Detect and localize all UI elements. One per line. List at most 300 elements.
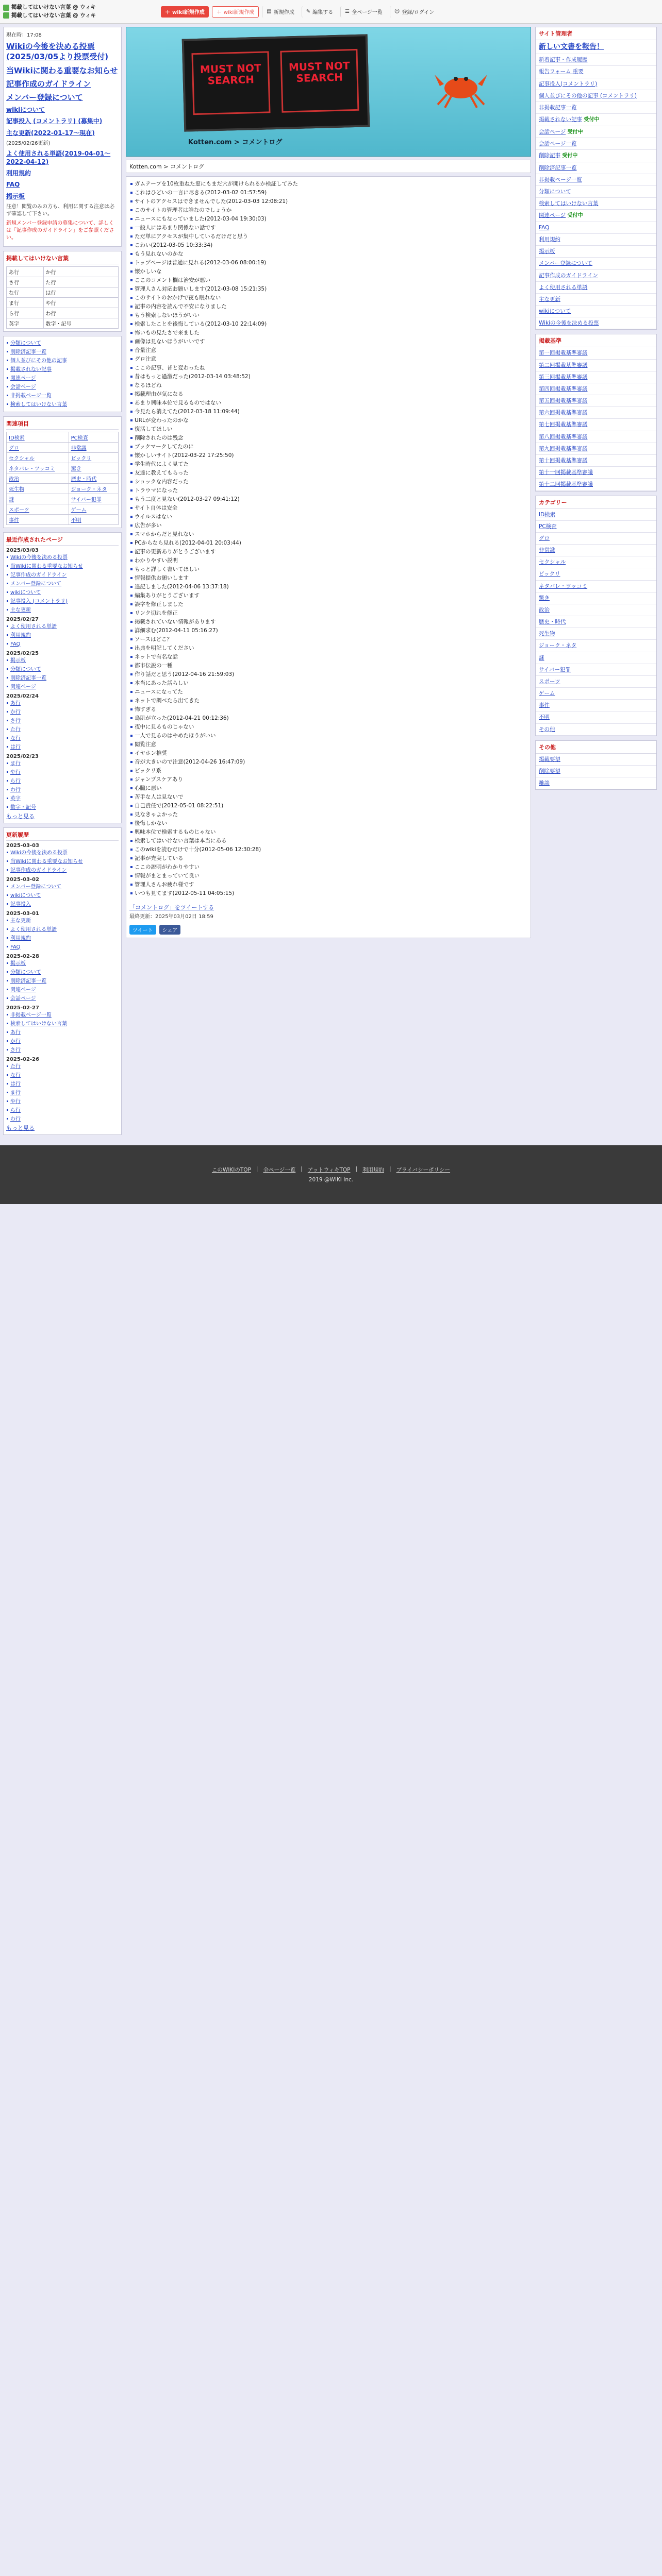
admin-list-item — [536, 162, 656, 174]
index-cell[interactable]: 英字 — [7, 318, 44, 328]
related-link[interactable]: 政治 — [9, 476, 19, 482]
related-link[interactable]: ビックリ — [71, 455, 92, 462]
related-link[interactable]: サイバー犯罪 — [71, 497, 102, 503]
category-right-link[interactable]: セクシャル — [539, 559, 566, 566]
other-item — [536, 754, 656, 766]
related-cell[interactable] — [69, 504, 118, 514]
category-right-link[interactable]: 謎 — [539, 654, 544, 661]
updated-page-link[interactable]: ら行 — [10, 1107, 21, 1113]
admin-list-item — [536, 126, 656, 139]
comment-item: ウイルスはない — [129, 513, 527, 521]
related-cell[interactable] — [7, 432, 69, 442]
list-icon: ☰ — [345, 9, 350, 14]
tweet-button[interactable]: ツイート — [129, 925, 156, 935]
recent-page-link[interactable]: さ行 — [10, 718, 21, 724]
criteria-link[interactable]: 第十一回掲載基準審議 — [539, 469, 593, 476]
related-cell[interactable] — [69, 494, 118, 504]
recent-page-link[interactable]: 関連ページ — [10, 684, 36, 690]
comment-item: このサイトのおかげで夜も眠れない — [129, 294, 527, 302]
status-badge: 受付中 — [567, 213, 583, 219]
recent-page-link[interactable]: や行 — [10, 769, 21, 775]
recent-page-link[interactable]: 記事作成のガイドライン — [10, 572, 67, 578]
recent-page-link[interactable]: た行 — [10, 726, 21, 733]
related-link[interactable]: 事件 — [9, 517, 19, 523]
admin-list-link[interactable]: 新着記事・作成履歴 — [539, 57, 588, 63]
related-cell[interactable] — [7, 514, 69, 524]
menu-submit-link[interactable]: 記事投入 (コメントラリ) (募集中) — [6, 117, 103, 125]
related-link[interactable]: セクシャル — [9, 455, 35, 462]
other-link[interactable]: 削除要望 — [539, 768, 560, 774]
category-right-link[interactable]: 事件 — [539, 702, 550, 709]
updated-page-link[interactable]: 当Wikiに関わる重要なお知らせ — [10, 858, 83, 865]
updated-page-link[interactable]: 検索してはいけない言葉 — [10, 1021, 67, 1027]
related-link[interactable]: スポーツ — [9, 507, 29, 513]
criteria-item — [536, 455, 656, 467]
category-right-link[interactable]: 歴史・時代 — [539, 619, 566, 625]
comment-item: 復活してほしい — [129, 425, 527, 434]
related-link[interactable]: グロ — [9, 445, 19, 451]
admin-list-link[interactable]: 会話ページ — [539, 128, 566, 135]
criteria-item — [536, 479, 656, 490]
index-cell[interactable]: わ行 — [43, 308, 119, 318]
admin-list-item — [536, 78, 656, 90]
index-cell[interactable]: さ行 — [7, 277, 44, 287]
index-box — [3, 251, 122, 332]
index-cell[interactable]: な行 — [7, 287, 44, 297]
related-cell[interactable] — [7, 494, 69, 504]
updated-page-link[interactable]: さ行 — [10, 1047, 21, 1053]
related-row — [7, 504, 119, 514]
admin-list-link[interactable]: Wikiの今後を決める投票 — [539, 320, 599, 327]
admin-list-link[interactable]: よく使用される単語 — [539, 284, 588, 291]
category-right-link[interactable]: 非常識 — [539, 547, 555, 554]
other-title: その他 — [536, 741, 656, 754]
recent-page-link[interactable]: ら行 — [10, 778, 21, 784]
updated-page-link[interactable]: Wikiの今後を決める投票 — [10, 850, 68, 856]
menu-updates-link[interactable]: 主な更新(2022-01-17〜現在) — [6, 129, 95, 137]
updated-page-link[interactable]: 削除済記事一覧 — [10, 978, 46, 984]
related-cell[interactable] — [7, 483, 69, 494]
index-cell[interactable]: た行 — [43, 277, 119, 287]
comment-item: イヤホン推奨 — [129, 749, 527, 758]
related-row — [7, 452, 119, 463]
criteria-link[interactable]: 第八回掲載基準審議 — [539, 433, 588, 440]
updated-page-link[interactable]: よく使用される単語 — [10, 926, 57, 933]
comment-item: 一般人にはあまり関係ない話です — [129, 224, 527, 232]
list-item — [6, 1020, 119, 1028]
menu-words-link[interactable]: よく使用される単語(2019-04-01〜2022-04-12) — [6, 149, 111, 165]
footer-link[interactable]: 利用規約 — [362, 1167, 385, 1174]
criteria-item — [536, 419, 656, 431]
recent-page-link[interactable]: 主な更新 — [10, 607, 31, 613]
list-item — [6, 725, 119, 734]
comment-item: このサイトの管理者は誰なのでしょうか — [129, 206, 527, 215]
category-link[interactable]: 個人並びにその他の記事 — [10, 358, 67, 364]
criteria-link[interactable]: 第四回掲載基準審議 — [539, 385, 588, 392]
related-cell[interactable] — [7, 473, 69, 483]
comment-item: 懐かしいサイト(2012-03-22 17:25:50) — [129, 451, 527, 460]
related-cell[interactable] — [7, 463, 69, 473]
criteria-link[interactable]: 第一回掲載基準審議 — [539, 350, 588, 357]
criteria-link[interactable]: 第三回掲載基準審議 — [539, 374, 588, 380]
main-menu-box — [3, 27, 122, 247]
site-logo[interactable] — [3, 4, 158, 19]
list-item — [6, 597, 119, 606]
criteria-link[interactable]: 第六回掲載基準審議 — [539, 410, 588, 416]
comment-item: 管理人さんお疲れ様です — [129, 880, 527, 889]
admin-list-link[interactable]: 掲載されない記事 — [539, 116, 582, 123]
category-right-link[interactable]: ビックリ — [539, 571, 560, 578]
recent-page-link[interactable]: 分類について — [10, 666, 41, 672]
related-cell[interactable] — [69, 463, 118, 473]
related-cell[interactable] — [69, 483, 118, 494]
category-link[interactable]: 非掲載ページ一覧 — [10, 393, 52, 399]
criteria-title: 掲載基準 — [536, 334, 656, 347]
admin-list-link[interactable]: メンバー登録について — [539, 260, 593, 267]
list-item — [6, 857, 119, 866]
list-item — [6, 994, 119, 1003]
category-right-link[interactable]: ゲーム — [539, 690, 555, 697]
comment-item: 詳細求む(2012-04-11 05:16:27) — [129, 626, 527, 635]
category-link[interactable]: 掲載されない記事 — [10, 366, 52, 372]
category-right-link[interactable]: 不明 — [539, 714, 550, 721]
category-right-item — [536, 545, 656, 556]
footer-separator: | — [355, 1166, 358, 1173]
updated-page-link[interactable]: 非掲載ページ一覧 — [10, 1012, 52, 1018]
admin-list-link[interactable]: 会話ページ一覧 — [539, 141, 577, 147]
updated-list — [6, 843, 119, 1124]
criteria-link[interactable]: 第十回掲載基準審議 — [539, 457, 588, 464]
admin-list-link[interactable]: FAQ — [539, 224, 550, 231]
wiki-create-outline-button[interactable]: ＋ wiki新規作成 — [212, 6, 259, 18]
comment-item: URLが変わったのかな — [129, 416, 527, 425]
index-cell[interactable]: や行 — [43, 297, 119, 308]
admin-list-item — [536, 306, 656, 317]
menu-about-link[interactable]: wikiについて — [6, 106, 45, 114]
other-link[interactable]: 雑談 — [539, 780, 550, 787]
updates-date: (2025/02/26更新) — [6, 140, 51, 146]
menu-member-link[interactable]: メンバー登録について — [6, 93, 83, 102]
admin-list-link[interactable]: 非掲載ページ一覧 — [539, 176, 582, 183]
updated-page-link[interactable]: あ行 — [10, 1029, 21, 1036]
recent-page-link[interactable]: Wikiの今後を決める投票 — [10, 554, 68, 561]
related-link[interactable]: PC検査 — [71, 435, 88, 441]
menu-faq-link[interactable]: FAQ — [6, 181, 20, 189]
date-heading: 2025-03-01 — [6, 910, 39, 917]
recent-page-link[interactable]: な行 — [10, 735, 21, 741]
footer-links — [212, 1166, 450, 1174]
category-right-item — [536, 664, 656, 676]
updated-page-link[interactable]: wikiについて — [10, 892, 41, 899]
related-link[interactable]: ゲーム — [71, 507, 87, 513]
admin-list-link[interactable]: 検索してはいけない言葉 — [539, 200, 599, 207]
recent-page-link[interactable]: 利用規約 — [10, 632, 31, 638]
related-cell[interactable] — [7, 452, 69, 463]
comment-item: ネットで有名な話 — [129, 653, 527, 662]
comment-item: サイト自体は安全 — [129, 504, 527, 513]
category-right-link[interactable]: ネタバレ・ツッコミ — [539, 583, 588, 589]
comment-item: ショックな内容だった — [129, 478, 527, 486]
related-section — [129, 903, 527, 935]
all-pages-button[interactable]: ☰ 全ページ一覧 — [340, 6, 387, 18]
footer-link[interactable]: 全ページ一覧 — [263, 1167, 296, 1174]
admin-list-item — [536, 282, 656, 294]
index-cell[interactable]: か行 — [43, 266, 119, 277]
index-row — [7, 266, 119, 277]
login-button[interactable]: ☺ 登録/ログイン — [390, 6, 438, 18]
criteria-link[interactable]: 第七回掲載基準審議 — [539, 421, 588, 428]
related-cell[interactable] — [69, 452, 118, 463]
admin-list-link[interactable]: 関連ページ — [539, 212, 566, 219]
admin-list-link[interactable]: 削除済記事一覧 — [539, 164, 577, 171]
category-right-item — [536, 688, 656, 700]
footer-link[interactable]: アットウィキTOP — [307, 1167, 351, 1174]
criteria-link[interactable]: 第十二回掲載基準審議 — [539, 481, 593, 488]
updated-page-link[interactable]: 主な更新 — [10, 918, 31, 924]
related-link[interactable]: 不明 — [71, 517, 81, 523]
updated-page-link[interactable]: ま行 — [10, 1090, 21, 1096]
admin-list-item — [536, 174, 656, 186]
related-cell[interactable] — [69, 442, 118, 452]
other-link[interactable]: 掲載要望 — [539, 756, 560, 762]
related-link[interactable]: ネタバレ・ツッコミ — [9, 466, 55, 472]
index-row — [7, 297, 119, 308]
wiki-create-button[interactable]: ＋ wiki新規作成 — [161, 6, 209, 18]
recent-page-link[interactable]: 数字・記号 — [10, 804, 36, 810]
menu-terms-link[interactable]: 利用規約 — [6, 170, 31, 177]
category-right-title: カテゴリー — [536, 496, 656, 509]
admin-list-link[interactable]: 削除記事 — [539, 152, 560, 159]
updated-page-link[interactable]: か行 — [10, 1038, 21, 1044]
date-heading: 2025/02/24 — [6, 693, 39, 699]
admin-list-link[interactable]: 非掲載記事一覧 — [539, 104, 577, 111]
admin-list-item — [536, 90, 656, 102]
comment-item: 誤字を修正しました — [129, 600, 527, 609]
criteria-link[interactable]: 第九回掲載基準審議 — [539, 445, 588, 452]
comment-item: 後悔しかない — [129, 819, 527, 828]
list-item — [6, 606, 119, 615]
category-right-link[interactable]: スポーツ — [539, 678, 560, 685]
current-time: 現在時：17:08 — [6, 32, 42, 38]
updated-page-link[interactable]: 掲示板 — [10, 960, 26, 967]
updated-page-link[interactable]: 記事投入 — [10, 901, 31, 907]
related-row — [7, 473, 119, 483]
pencil-icon: ✎ — [306, 9, 311, 14]
comment-item: ジャンプスケアあり — [129, 775, 527, 784]
related-cell[interactable] — [69, 473, 118, 483]
index-row — [7, 318, 119, 328]
comment-item: ここの記事、昔と変わったね — [129, 364, 527, 372]
share-button[interactable]: シェア — [159, 925, 181, 935]
updated-page-link[interactable]: 記事作成のガイドライン — [10, 867, 67, 873]
index-cell[interactable]: は行 — [43, 287, 119, 297]
updated-page-link[interactable]: 関連ページ — [10, 987, 36, 993]
category-link[interactable]: 分類について — [10, 340, 41, 346]
recent-more-link[interactable]: もっと見る — [6, 812, 35, 820]
edit-button[interactable]: ✎ 編集する — [302, 6, 337, 18]
list-item — [6, 1071, 119, 1080]
admin-list-link[interactable]: 掲示板 — [539, 248, 555, 255]
recent-page-link[interactable]: FAQ — [10, 641, 21, 647]
updated-page-link[interactable]: 利用規約 — [10, 935, 31, 941]
list-item — [6, 1089, 119, 1097]
category-right-link[interactable]: その他 — [539, 726, 555, 733]
related-link[interactable]: ジョーク・ネタ — [71, 486, 107, 493]
related-link[interactable]: 驚き — [71, 466, 81, 472]
admin-list-link[interactable]: 記事投入(コメントラリ) — [539, 80, 598, 87]
menu-vote-link[interactable]: Wikiの今後を決める投票 (2025/03/05より投票受付) — [6, 42, 109, 62]
list-item — [6, 917, 119, 925]
comment-item: トラウマになった — [129, 486, 527, 495]
comment-item: PCからなら見れる(2012-04-01 20:03:44) — [129, 539, 527, 548]
recent-page-link[interactable]: 記事投入 (コメントラリ) — [10, 598, 68, 604]
notice-text-2: 新規メンバー登録申請の募集について、詳しくは「記事作成のガイドライン」をご参照ください。 — [6, 220, 114, 241]
category-item — [6, 357, 119, 365]
category-right-link[interactable]: グロ — [539, 535, 550, 541]
admin-list-link[interactable]: 分類について — [539, 189, 571, 195]
copyright: 2019 @WIKI Inc. — [308, 1177, 354, 1183]
banner-board-image — [182, 34, 370, 131]
index-row — [7, 287, 119, 297]
criteria-box — [535, 334, 657, 491]
admin-list-link[interactable]: 個人並びにその他の記事 (コメントラリ) — [539, 92, 637, 99]
recent-page-link[interactable]: wikiについて — [10, 589, 41, 596]
admin-list-item — [536, 186, 656, 198]
category-list — [6, 339, 119, 409]
category-right-link[interactable]: ジョーク・ネタ — [539, 642, 577, 649]
updated-page-link[interactable]: 分類について — [10, 969, 41, 975]
category-right-link[interactable]: サイバー犯罪 — [539, 666, 571, 673]
comment-item: もう二度と見ない(2012-03-27 09:41:12) — [129, 495, 527, 504]
comment-item: もう見れないのかな — [129, 250, 527, 259]
recent-page-link[interactable]: 掲示板 — [10, 657, 26, 664]
recent-page-link[interactable]: わ行 — [10, 787, 21, 793]
menu-guideline-link[interactable]: 記事作成のガイドライン — [6, 79, 91, 89]
admin-list-item — [536, 317, 656, 329]
recent-page-link[interactable]: か行 — [10, 709, 21, 715]
footer-link[interactable]: プライバシーポリシー — [396, 1167, 451, 1174]
criteria-item — [536, 347, 656, 359]
updated-page-link[interactable]: メンバー登録について — [10, 884, 62, 890]
list-item — [6, 622, 119, 631]
comment-item: 鳥肌が立った(2012-04-21 00:12:36) — [129, 714, 527, 723]
admin-list-link[interactable]: wikiについて — [539, 308, 571, 315]
category-right-link[interactable]: 政治 — [539, 606, 550, 613]
category-right-box — [535, 496, 657, 736]
list-item — [6, 1011, 119, 1020]
admin-list-link[interactable]: 記事作成のガイドライン — [539, 272, 598, 279]
admin-title: サイト管理者 — [536, 27, 656, 40]
comment-item: サイトのアクセスはできませんでした(2012-03-03 12:08:21) — [129, 197, 527, 206]
admin-list-item — [536, 40, 656, 54]
related-link[interactable]: 非常識 — [71, 445, 87, 451]
menu-notice-link[interactable]: 当Wikiに関わる重要なお知らせ — [6, 65, 118, 75]
admin-box — [535, 27, 657, 330]
updated-page-link[interactable]: な行 — [10, 1072, 21, 1078]
updated-page-link[interactable]: は行 — [10, 1081, 21, 1087]
related-link[interactable]: 歴史・時代 — [71, 476, 97, 482]
recent-page-link[interactable]: ま行 — [10, 760, 21, 767]
list-item — [6, 1106, 119, 1115]
admin-list-link[interactable]: 利用規約 — [539, 236, 560, 243]
category-link[interactable]: 関連ページ — [10, 375, 36, 381]
menu-bbs-link[interactable]: 掲示板 — [6, 192, 25, 200]
category-right-link[interactable]: 驚き — [539, 595, 550, 601]
recent-page-link[interactable]: メンバー登録について — [10, 581, 62, 587]
index-cell[interactable]: ま行 — [7, 297, 44, 308]
index-cell[interactable]: あ行 — [7, 266, 44, 277]
comment-item: 音が大きいので注意(2012-04-26 16:47:09) — [129, 758, 527, 767]
new-page-button[interactable]: ▤ 新規作成 — [262, 6, 298, 18]
comment-item: もう検索しないほうがいい — [129, 311, 527, 320]
admin-list-link[interactable]: 新しい文書を報告！ — [539, 43, 604, 51]
updated-page-link[interactable]: 会話ページ — [10, 995, 36, 1002]
updated-more-link[interactable]: もっと見る — [6, 1124, 35, 1131]
footer-separator: | — [301, 1166, 303, 1173]
footer — [0, 1145, 662, 1204]
related-cell[interactable] — [69, 432, 118, 442]
list-item — [6, 768, 119, 777]
updated-page-link[interactable]: FAQ — [10, 944, 21, 950]
comment-item: ネットで調べたら出てきた — [129, 697, 527, 705]
related-link[interactable]: 謎 — [9, 497, 14, 503]
list-item — [6, 656, 119, 665]
index-cell[interactable]: 数字・記号 — [43, 318, 119, 328]
social-buttons — [129, 925, 527, 935]
admin-list-item — [536, 102, 656, 114]
list-item — [6, 631, 119, 640]
category-link[interactable]: 会話ページ — [10, 384, 36, 390]
comment-item: いつも見てます(2012-05-11 04:05:15) — [129, 889, 527, 898]
related-row — [7, 514, 119, 524]
recent-page-link[interactable]: 当Wikiに関わる重要なお知らせ — [10, 563, 83, 569]
recent-page-link[interactable]: あ行 — [10, 700, 21, 706]
recent-page-link[interactable]: 削除済記事一覧 — [10, 675, 46, 681]
comment-item: あまり興味本位で見るものではない — [129, 399, 527, 408]
tweet-link[interactable]: 「コメントログ」をツイートする — [129, 904, 214, 911]
admin-list-link[interactable]: 報告フォーム 重要 — [539, 69, 584, 75]
recent-page-link[interactable]: 英字 — [10, 795, 21, 802]
admin-list-link[interactable]: 主な更新 — [539, 296, 560, 302]
comment-item: リンク切れを修正 — [129, 609, 527, 618]
comment-item: 懐かしいな — [129, 267, 527, 276]
footer-separator: | — [256, 1166, 258, 1173]
comment-item: 記事の更新ありがとうございます — [129, 548, 527, 556]
recent-page-link[interactable]: よく使用される単語 — [10, 623, 57, 630]
category-link[interactable]: 検索してはいけない言葉 — [10, 401, 67, 408]
criteria-link[interactable]: 第二回掲載基準審議 — [539, 362, 588, 368]
footer-link[interactable]: このWIKIのTOP — [211, 1167, 251, 1174]
related-cell[interactable] — [7, 504, 69, 514]
updated-page-link[interactable]: や行 — [10, 1098, 21, 1105]
category-right-link[interactable]: PC検査 — [539, 523, 557, 530]
related-cell[interactable] — [7, 442, 69, 452]
category-right-link[interactable]: 死生物 — [539, 631, 555, 637]
category-right-link[interactable]: ID検索 — [539, 511, 556, 518]
updated-page-link[interactable]: わ行 — [10, 1116, 21, 1122]
related-cell[interactable] — [69, 514, 118, 524]
related-table — [6, 432, 119, 525]
recent-page-link[interactable]: は行 — [10, 744, 21, 750]
category-link[interactable]: 削除済記事一覧 — [10, 349, 46, 355]
index-title: 掲載してはいけない言葉 — [6, 254, 119, 264]
criteria-link[interactable]: 第五回掲載基準審議 — [539, 398, 588, 404]
index-cell[interactable]: ら行 — [7, 308, 44, 318]
date-heading: 2025-02-27 — [6, 1005, 39, 1011]
related-link[interactable]: 死生物 — [9, 486, 24, 493]
related-link[interactable]: ID検索 — [9, 435, 25, 441]
updated-page-link[interactable]: た行 — [10, 1063, 21, 1070]
